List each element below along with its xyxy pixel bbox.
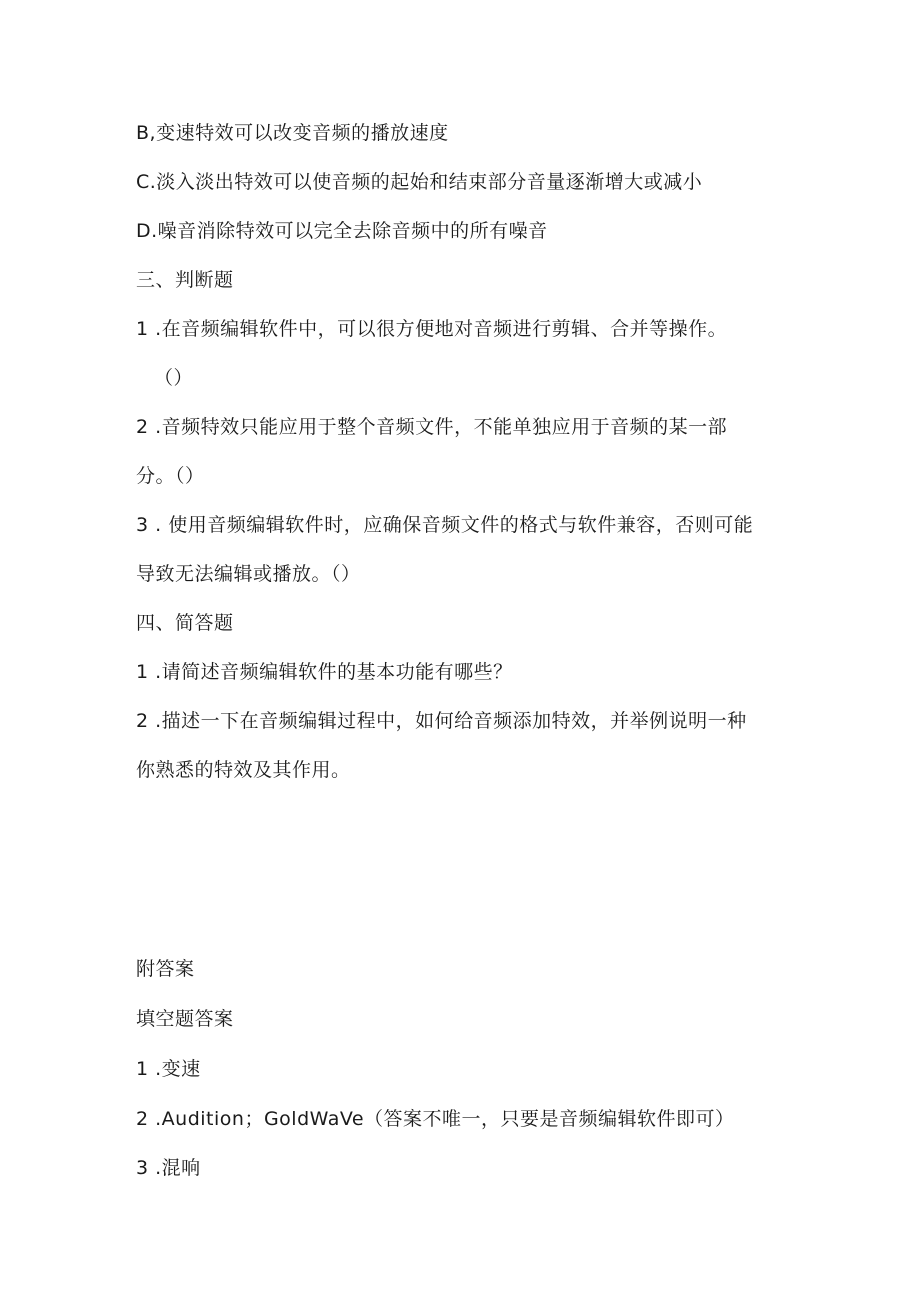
- option-c: C.淡入淡出特效可以使音频的起始和结束部分音量逐渐增大或减小: [136, 171, 703, 193]
- section-heading-true-false: 三、判断题: [136, 269, 234, 291]
- tf-question-1: 1 .在音频编辑软件中，可以很方便地对音频进行剪辑、合并等操作。: [136, 318, 728, 340]
- fill-answers-heading: 填空题答案: [136, 1008, 234, 1030]
- option-d: D.噪音消除特效可以完全去除音频中的所有噪音: [136, 220, 548, 242]
- answer-2: 2 .Audition；GoldWaVe（答案不唯一，只要是音频编辑软件即可）: [136, 1108, 735, 1130]
- section-heading-short-answer: 四、简答题: [136, 612, 234, 634]
- option-b: B,变速特效可以改变音频的播放速度: [136, 122, 449, 144]
- tf-question-2: 2 .音频特效只能应用于整个音频文件，不能单独应用于音频的某一部: [136, 416, 728, 438]
- sa-question-1: 1 .请简述音频编辑软件的基本功能有哪些？: [136, 661, 513, 683]
- sa-question-2-cont: 你熟悉的特效及其作用。: [136, 759, 351, 781]
- answer-1: 1 .变速: [136, 1058, 201, 1080]
- sa-question-2: 2 .描述一下在音频编辑过程中，如何给音频添加特效，并举例说明一种: [136, 710, 747, 732]
- answer-3: 3 .混响: [136, 1157, 201, 1179]
- tf-question-1-bracket: （）: [154, 367, 194, 389]
- tf-question-3: 3 . 使用音频编辑软件时，应确保音频文件的格式与软件兼容，否则可能: [136, 514, 754, 536]
- tf-question-2-cont: 分。（）: [136, 465, 205, 487]
- tf-question-3-cont: 导致无法编辑或播放。（）: [136, 563, 361, 585]
- answers-heading: 附答案: [136, 958, 195, 980]
